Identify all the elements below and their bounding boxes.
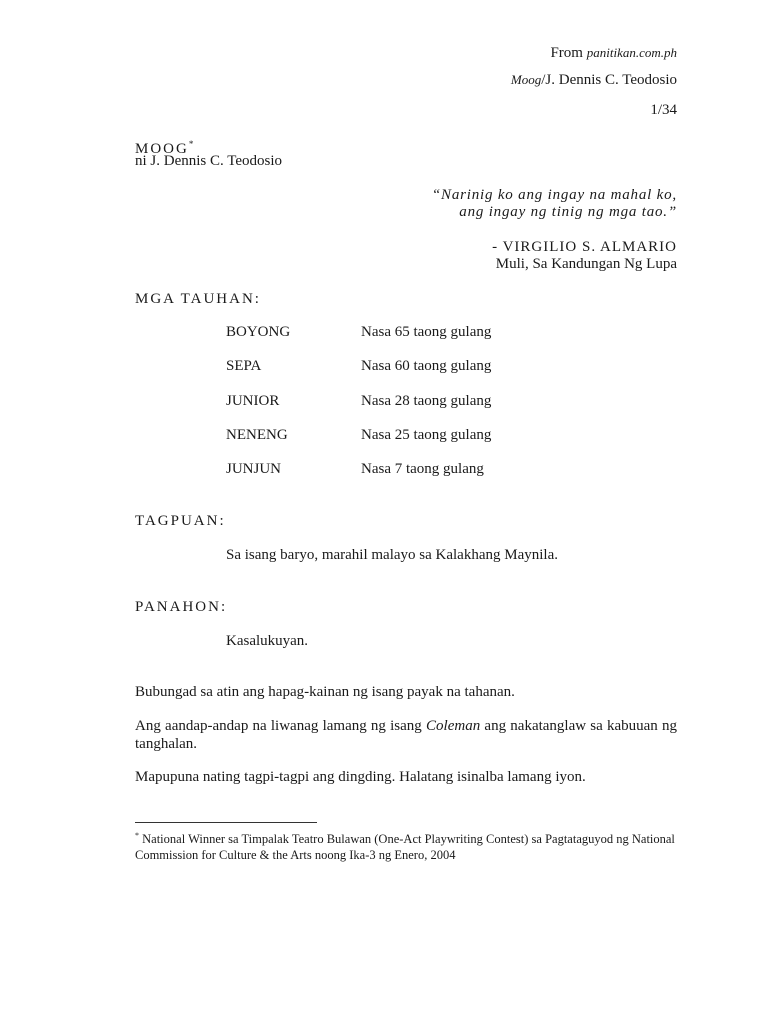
character-age: Nasa 28 taong gulang (361, 393, 492, 409)
running-header (511, 71, 677, 89)
time-heading: PANAHON: (135, 599, 228, 615)
character-age: Nasa 60 taong gulang (361, 358, 492, 374)
characters-heading: MGA TAUHAN: (135, 291, 261, 307)
footnote (135, 828, 695, 863)
time-text: Kasalukuyan. (226, 633, 309, 649)
byline: ni J. Dennis C. Teodosio (135, 153, 283, 169)
epigraph-line-2: ang ingay ng tinig ng mga tao.” (459, 204, 677, 220)
epigraph-source: Muli, Sa Kandungan Ng Lupa (495, 256, 677, 272)
footnote-text: National Winner sa Timpalak Teatro Bulawan (One-Act Playwriting Contest) sa Pagtataguyod ng National Commission for Culture & the Arts noong Ika-3 ng Enero, 2004 (135, 832, 675, 863)
footnote-divider (135, 822, 317, 823)
paragraph-2-end: ang nakatanglaw sa kabuuan ng tanghalan. (135, 718, 678, 752)
character-name: NENENG (226, 427, 288, 443)
footnote-marker: * (188, 139, 194, 149)
epigraph-attribution: - VIRGILIO S. ALMARIO (492, 239, 677, 255)
paragraph-1: Bubungad sa atin ang hapag-kainan ng isang payak na tahanan. (135, 684, 515, 700)
setting-heading: TAGPUAN: (135, 513, 226, 529)
character-name: SEPA (226, 358, 262, 374)
character-age: Nasa 7 taong gulang (361, 461, 484, 477)
paragraph-2 (135, 717, 677, 753)
paragraph-2-emphasis: Coleman (426, 718, 481, 734)
footnote-marker: * (135, 831, 139, 840)
epigraph-line-1: “Narinig ko ang ingay na mahal ko, (431, 187, 677, 203)
character-name: BOYONG (226, 324, 291, 340)
paragraph-2-start: Ang aandap-andap na liwanag lamang ng isang (135, 718, 422, 734)
source-prefix: From (550, 45, 583, 61)
character-name: JUNJUN (226, 461, 282, 477)
page-number: 1/34 (650, 102, 677, 118)
running-title: Moog (510, 72, 542, 87)
character-age: Nasa 65 taong gulang (361, 324, 492, 340)
character-name: JUNIOR (226, 393, 280, 409)
running-author: /J. Dennis C. Teodosio (541, 72, 677, 88)
source-line (550, 44, 677, 62)
source-site: panitikan.com.ph (586, 45, 677, 60)
character-age: Nasa 25 taong gulang (361, 427, 492, 443)
setting-text: Sa isang baryo, marahil malayo sa Kalakhang Maynila. (226, 547, 558, 563)
play-title-text: MOOG (135, 141, 189, 157)
paragraph-3: Mapupuna nating tagpi-tagpi ang dingding. Halatang isinalba lamang iyon. (135, 769, 586, 785)
